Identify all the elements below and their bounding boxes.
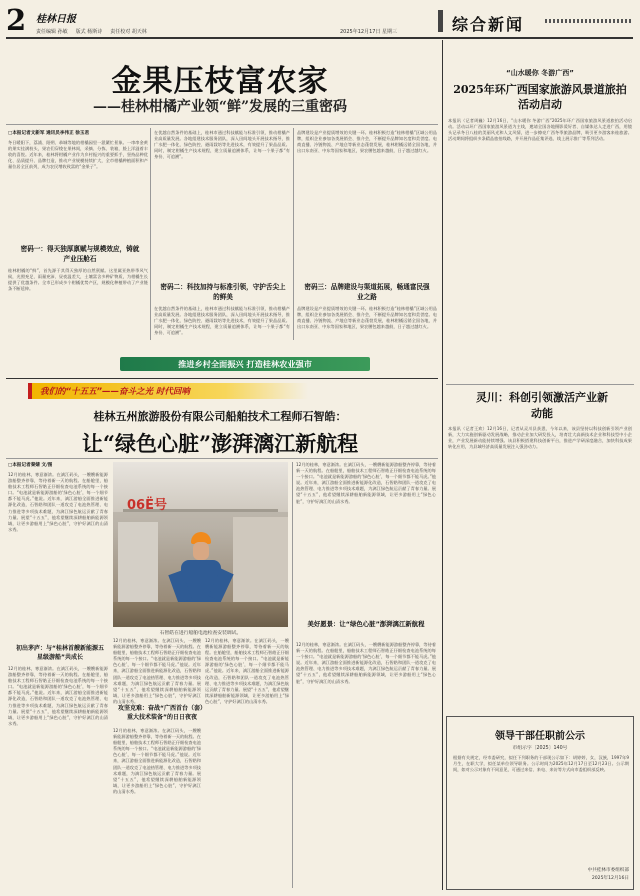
notice-title: 领导干部任职前公示 [495,731,585,742]
feature-banner [28,383,308,399]
feature-headline: 让“绿色心脏”澎湃漓江新航程 [81,431,359,456]
feature-body-d: 12月的桂林，寒意渐浓。在漓江码头，一艘艘新能源游船整齐停靠，等待着新一天的航程。在船舱里，船舶技术工程师石智皓正仔细检查电池系统的每一个接口。“电池就是新能源游船的‘绿色心脏’，每一个细节都不能马虎。”他说。近年来，漓江游船全面推进新能源化改造，石智皓和团队一道攻克了电池热管理、电力推进等多项技术难题，为漓江绿色航运贡献了青春力量。展望“十五五”，他希望继续深耕船舶新能源领域，让更多游船用上“绿色心脏”，守护好漓江的山清水秀。 [113,728,201,794]
staff-proof: 责任校对 胡天林 [110,29,147,35]
feature-kicker: 桂林五州旅游股份有限公司船舶技术工程师石智皓： [93,410,347,423]
lead-section3-heading: 密码三：品牌建设与渠道拓展，畅通富民强业之路 [304,283,430,301]
lead-body-col3b: 品牌建设是产业提质增效的关键一环。桂林积极打造“桂林柑橘”区域公用品牌，组织企业参加各类展销会、推介会，不断提升品牌知名度和美誉度。电商直播、冷链物流、产地仓等新业态蓬勃发展，桂林柑橘远销全国各地，并出口东南亚、中东等国家和地区，果农腰包越来越鼓，日子越过越红火。 [297,306,437,330]
right-kicker: “山水暖你 冬游广西” [506,69,574,77]
lead-body-col2: 在优越自然条件的基础上，桂林市通过科技赋能与标准引领，推动柑橘产业高质量发展。各地组建技术服务团队，深入田间地头开展技术指导，推广水肥一体化、绿色防控、避雨栽培等先进技术，有效提升了果品品质。同时，制定柑橘生产技术规程，建立质量追溯体系，让每一个果子都“有身份、可追溯”。 [154,130,290,160]
right-body: 本报讯（记者周巍）12月16日，“山水暖你 冬游广西”2025年环广西国家旅游风景道旅拍活动启动。活动以环广西国家旅游风景道为主线，邀请全国各地摄影爱好者、自媒体达人走进广西，用镜头记录冬日八桂的美丽风光和人文风情，进一步擦亮广西冬季旅游品牌，吸引更多游客来桂旅游。活动期间将组织多条精品旅拍线路，并开展作品征集评选、线上展示推广等系列活动。 [448,118,632,142]
masthead [0,0,640,40]
lead-section2-heading: 密码二：科技加持与标准引领，守护舌尖上的鲜美 [160,283,286,301]
slogan-text: 推进乡村全面振兴 打造桂林农业强市 [178,359,312,369]
lead-body-col1: 冬日暖阳下，荔浦、阳朔、恭城等地的柑橘园里一派繁忙景象。一串串金黄的果实挂满枝头，果农们穿梭在果林间，采摘、分拣、装箱，脸上洋溢着丰收的喜悦。近年来，桂林将柑橘产业作为乡村振兴的重要抓手，坚持品种优化、品质提升、品牌打造，推动产业规模持续扩大，全市柑橘种植面积和产量位居全区前列，成为农民增收致富的“金果子”。 [8,140,148,170]
paper-name: 桂林日报 [36,14,76,25]
photo-hull-number: 06Ё号 [127,498,167,513]
right-story2-body: 本报讯（记者王欢）12月16日，记者从灵川县获悉，今年以来，该县坚持以科技创新引领产业创新，大力实施创新驱动发展战略，推动企业加大研发投入，培育壮大高新技术企业和科技型中小企业，产业发展新动能持续增强。该县积极搭建科技创新平台，推进产学研深度融合，加快科技成果转化应用，为县域经济高质量发展注入强劲动力。 [448,426,632,450]
section-title: 综合新闻 [452,15,525,34]
feature-sub1: 初出茅庐：与“桂林首艘新能源五星级游船”共成长 [16,645,104,661]
lead-subheadline: ——桂林柑橘产业领“鲜”发展的三重密码 [92,99,348,115]
feature-body-e: 12月的桂林，寒意渐浓。在漓江码头，一艘艘新能源游船整齐停靠，等待着新一天的航程。在船舱里，船舶技术工程师石智皓正仔细检查电池系统的每一个接口。“电池就是新能源游船的‘绿色心脏’，每一个细节都不能马虎。”他说。近年来，漓江游船全面推进新能源化改造，石智皓和团队一道攻克了电池热管理、电力推进等多项技术难题，为漓江绿色航运贡献了青春力量。展望“十五五”，他希望继续深耕船舶新能源领域，让更多游船用上“绿色心脏”，守护好漓江的山清水秀。 [205,638,289,704]
notice-footer-date: 2025年12月16日 [591,876,629,881]
right-story2-headline: 灵川：科创引领激活产业新动能 [476,391,608,420]
notice-box [446,716,634,890]
notice-body: 根据有关规定，经市委研究，拟任下列职务的干部现公示如下：胡婷婷，女，汉族，1997年9月生，在职大学，拟任某单位领导职务。公示时间为2025年12月17日至12月23日。公示期间，如对公示对象有不同意见，可通过来信、来电、来访等方式向市委组织部反映。 [453,755,629,773]
lead-body-col3: 品牌建设是产业提质增效的关键一环。桂林积极打造“桂林柑橘”区域公用品牌，组织企业参加各类展销会、推介会，不断提升品牌知名度和美誉度。电商直播、冷链物流、产地仓等新业态蓬勃发展，桂林柑橘远销全国各地，并出口东南亚、中东等国家和地区，果农腰包越来越鼓，日子越过越红火。 [297,130,437,154]
lead-body-col2b: 在优越自然条件的基础上，桂林市通过科技赋能与标准引领，推动柑橘产业高质量发展。各地组建技术服务团队，深入田间地头开展技术指导，推广水肥一体化、绿色防控、避雨栽培等先进技术，有效提升了果品品质。同时，制定柑橘生产技术规程，建立质量追溯体系，让每一个果子都“有身份、可追溯”。 [154,306,290,336]
feature-byline: □本报记者秦婧 文/图 [8,463,53,468]
feature-body-g: 12月的桂林，寒意渐浓。在漓江码头，一艘艘新能源游船整齐停靠，等待着新一天的航程。在船舱里，船舶技术工程师石智皓正仔细检查电池系统的每一个接口。“电池就是新能源游船的‘绿色心脏’，每一个细节都不能马虎。”他说。近年来，漓江游船全面推进新能源化改造，石智皓和团队一道攻克了电池热管理、电力推进等多项技术难题，为漓江绿色航运贡献了青春力量。展望“十五五”，他希望继续深耕船舶新能源领域，让更多游船用上“绿色心脏”，守护好漓江的山清水秀。 [296,642,436,684]
staff-layout: 版式 杨斯诗 [75,29,103,35]
issue-date: 2025年12月17日 星期三 [340,29,398,35]
page-number: 2 [6,3,27,37]
feature-sub2: 攻坚克难：奋战“广西首台（套）重大技术装备”的日日夜夜 [118,705,206,721]
right-headline: 2025年环广西国家旅游风景道旅拍活动启动 [453,83,627,111]
lead-body-col1b: 桂林柑橘的“鲜”，首先源于其得天独厚的自然禀赋。这里属亚热带季风气候，光照充足、雨量充沛、昼夜温差大，土壤富含多种矿物质，为柑橘生长提供了优越条件。全市已形成多个柑橘优势产区，规模化种植带动了产业链条不断延伸。 [8,268,148,292]
feature-sub3: 美好愿景：让“绿色心脏”澎湃漓江新航程 [307,620,425,628]
notice-footer-org: 中共桂林市委组织部 [587,868,629,873]
lead-headline: 金果压枝富农家 [111,64,329,99]
staff-editor: 责任编辑 孙敏 [36,29,68,35]
lead-byline: □本报记者文新军 通讯员李伟正 徐玉君 [8,131,90,136]
lead-section1-heading: 密码一：得天独厚禀赋与规模效应，铸就产业压舱石 [20,245,140,263]
feature-body-f: 12月的桂林，寒意渐浓。在漓江码头，一艘艘新能源游船整齐停靠，等待着新一天的航程。在船舱里，船舶技术工程师石智皓正仔细检查电池系统的每一个接口。“电池就是新能源游船的‘绿色心脏’，每一个细节都不能马虎。”他说。近年来，漓江游船全面推进新能源化改造，石智皓和团队一道攻克了电池热管理、电力推进等多项技术难题，为漓江绿色航运贡献了青春力量。展望“十五五”，他希望继续深耕船舶新能源领域，让更多游船用上“绿色心脏”，守护好漓江的山清水秀。 [296,462,436,504]
feature-body-a: 12月的桂林，寒意渐浓。在漓江码头，一艘艘新能源游船整齐停靠，等待着新一天的航程。在船舱里，船舶技术工程师石智皓正仔细检查电池系统的每一个接口。“电池就是新能源游船的‘绿色心脏’，每一个细节都不能马虎。”他说。近年来，漓江游船全面推进新能源化改造，石智皓和团队一道攻克了电池热管理、电力推进等多项技术难题，为漓江绿色航运贡献了青春力量。展望“十五五”，他希望继续深耕船舶新能源领域，让更多游船用上“绿色心脏”，守护好漓江的山清水秀。 [8,472,108,532]
slogan-bar [120,357,370,371]
feature-banner-text: 我们的“十五五”——奋斗之光 时代回响 [40,387,190,397]
feature-body-c: 12月的桂林，寒意渐浓。在漓江码头，一艘艘新能源游船整齐停靠，等待着新一天的航程。在船舱里，船舶技术工程师石智皓正仔细检查电池系统的每一个接口。“电池就是新能源游船的‘绿色心脏’，每一个细节都不能马虎。”他说。近年来，漓江游船全面推进新能源化改造，石智皓和团队一道攻克了电池热管理、电力推进等多项技术难题，为漓江绿色航运贡献了青春力量。展望“十五五”，他希望继续深耕船舶新能源领域，让更多游船用上“绿色心脏”，守护好漓江的山清水秀。 [113,638,201,704]
photo-caption: 石智皓在进行船舶电池检查安装调试。 [159,631,242,636]
feature-photo [113,462,288,627]
feature-body-b: 12月的桂林，寒意渐浓。在漓江码头，一艘艘新能源游船整齐停靠，等待着新一天的航程。在船舱里，船舶技术工程师石智皓正仔细检查电池系统的每一个接口。“电池就是新能源游船的‘绿色心脏’，每一个细节都不能马虎。”他说。近年来，漓江游船全面推进新能源化改造，石智皓和团队一道攻克了电池热管理、电力推进等多项技术难题，为漓江绿色航运贡献了青春力量。展望“十五五”，他希望继续深耕船舶新能源领域，让更多游船用上“绿色心脏”，守护好漓江的山清水秀。 [8,666,108,726]
notice-number: 市组示字〔2025〕140号 [512,746,568,751]
